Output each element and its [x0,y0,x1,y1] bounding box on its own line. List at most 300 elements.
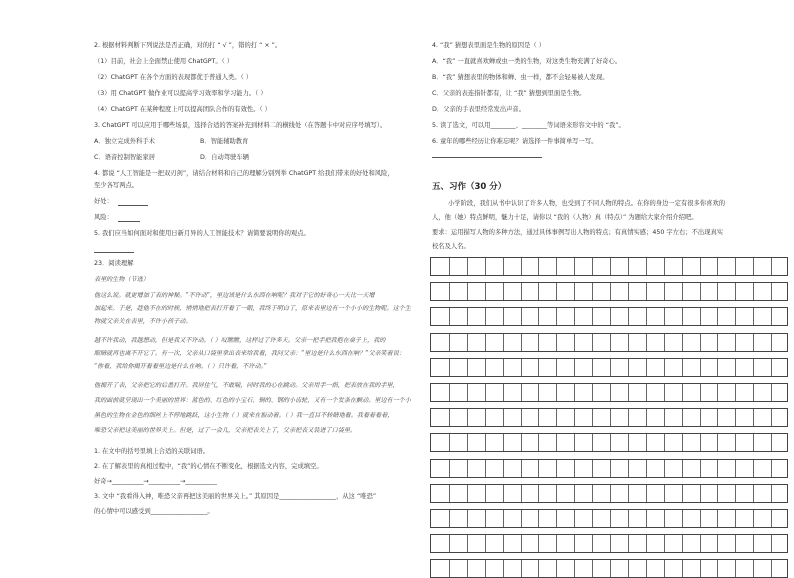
grid-cell-divider [592,409,593,426]
grid-cell-divider [682,384,683,401]
grid-cell-divider [485,258,486,275]
grid-cell-divider [521,258,522,275]
grid-cell-divider [449,384,450,401]
grid-cell-divider [521,560,522,577]
grid-cell-divider [646,460,647,477]
grid-row[interactable] [430,408,788,427]
grid-cell-divider [467,485,468,502]
grid-cell-divider [700,409,701,426]
grid-cell-divider [628,283,629,300]
passage-para-6: “你看，我给你揭开看看里边是什么在响。（ ）只许看，不许动。” [94,363,267,370]
grid-cell-divider [467,434,468,451]
r-q4-option-d: D．父亲的手表里经常发出声音。 [432,106,526,113]
q23-title: 23．阅读理解 [94,260,134,267]
grid-cell-divider [771,283,772,300]
grid-row[interactable] [430,484,788,503]
grid-cell-divider [521,409,522,426]
grid-cell-divider [485,359,486,376]
grid-cell-divider [521,460,522,477]
grid-cell-divider [664,560,665,577]
grid-cell-divider [449,409,450,426]
passage-para-4: 越不许我动，我越想动，但是我又不许动。（ ）叹瞧瞧，这样过了许多天。父亲一把手把我抱在桌子上，我的 [94,337,386,344]
grid-row[interactable] [430,459,788,478]
grid-cell-divider [610,283,611,300]
grid-cell-divider [574,434,575,451]
grid-cell-divider [467,384,468,401]
grid-cell-divider [646,308,647,325]
grid-cell-divider [664,258,665,275]
grid-cell-divider [503,409,504,426]
grid-cell-divider [682,460,683,477]
grid-cell-divider [574,409,575,426]
grid-cell-divider [610,334,611,351]
grid-cell-divider [574,460,575,477]
grid-cell-divider [646,283,647,300]
grid-cell-divider [646,334,647,351]
r-q6-prompt: 6. 童年的哪些经历让你难忘呢？请选择一件事简单写一写。 [432,138,598,145]
grid-cell-divider [485,434,486,451]
grid-cell-divider [592,434,593,451]
passage-para-3: 物就父亲关在表里，不许小孩子动。 [94,318,192,325]
grid-cell-divider [646,434,647,451]
section-five-heading: 五、习作（30 分） [432,182,507,192]
grid-cell-divider [574,334,575,351]
grid-cell-divider [771,460,772,477]
grid-cell-divider [503,460,504,477]
r-q6-answer-line[interactable] [432,157,542,158]
grid-cell-divider [717,460,718,477]
grid-cell-divider [735,510,736,527]
passage-para-9: 黑色的生物在金色的细丝上不停地跳跃，这小生物（ ）就来在振动着。（ ）我一直目不转睛地看。我看着看着， [94,412,394,419]
grid-cell-divider [771,334,772,351]
grid-cell-divider [538,308,539,325]
grid-cell-divider [449,560,450,577]
section-five-line-1: 小学阶段，我们从书中认识了许多人物，也受到了不同人物的特点。在你的身边一定有很多你喜欢的 [448,200,726,207]
grid-cell-divider [592,560,593,577]
grid-cell-divider [753,283,754,300]
section-five-line-3: 要求：运用描写人物的多种方法，通过具体事例写出人物的特点；有真情实感；450 字左右；不出现真实 [432,229,724,236]
grid-cell-divider [485,384,486,401]
grid-cell-divider [521,283,522,300]
grid-cell-divider [610,485,611,502]
grid-cell-divider [700,283,701,300]
grid-cell-divider [503,535,504,552]
grid-cell-divider [735,560,736,577]
r-q4-prompt: 4. “我” 猜想表里面是生物的原因是（ ） [432,42,545,49]
grid-cell-divider [467,359,468,376]
grid-cell-divider [467,535,468,552]
grid-cell-divider [449,258,450,275]
grid-cell-divider [628,560,629,577]
grid-cell-divider [717,334,718,351]
grid-cell-divider [682,283,683,300]
q4-risk-label: 风险： [94,214,113,221]
grid-cell-divider [467,560,468,577]
grid-cell-divider [610,460,611,477]
grid-cell-divider [610,258,611,275]
grid-row[interactable] [430,433,788,452]
grid-cell-divider [538,485,539,502]
grid-cell-divider [771,560,772,577]
grid-cell-divider [753,485,754,502]
grid-cell-divider [735,409,736,426]
grid-cell-divider [700,434,701,451]
r-q5-prompt[interactable]: 5. 读了选文，可以用________、________等词语来形容文中的 “我”。 [432,122,625,129]
grid-cell-divider [753,359,754,376]
grid-row[interactable] [430,383,788,402]
q2-item-4: （4）ChatGPT 在某种程度上可以提高团队合作的有效性。（ ） [94,106,271,113]
grid-cell-divider [521,334,522,351]
passage-para-8: 我的面前就呈现出一个美丽的世界：蓝色的、红色的小宝石、铜的、钢的小齿轮，又有一个发条在颤动。里边有一个小 [94,397,411,404]
grid-cell-divider [592,485,593,502]
q3-option-d: D．自动驾驶车辆 [200,154,249,161]
grid-cell-divider [664,434,665,451]
grid-cell-divider [753,535,754,552]
grid-cell-divider [449,460,450,477]
grid-cell-divider [485,308,486,325]
grid-cell-divider [664,308,665,325]
grid-cell-divider [592,359,593,376]
grid-cell-divider [664,384,665,401]
grid-cell-divider [538,510,539,527]
grid-cell-divider [449,535,450,552]
grid-cell-divider [521,485,522,502]
grid-cell-divider [503,359,504,376]
grid-cell-divider [574,359,575,376]
grid-cell-divider [700,510,701,527]
section-five-line-2: 人，他（她）特点鲜明，魅力十足，请你以 “我的（人物）真（特点）” 为题给大家介绍介绍吧。 [432,214,698,221]
grid-row[interactable] [430,534,788,553]
grid-cell-divider [467,460,468,477]
grid-cell-divider [556,535,557,552]
grid-cell-divider [556,485,557,502]
q2-item-1: （1）目前，社会上全面禁止使用 ChatGPT。（ ） [94,58,234,65]
grid-cell-divider [467,258,468,275]
grid-cell-divider [556,308,557,325]
grid-cell-divider [735,334,736,351]
grid-cell-divider [753,308,754,325]
grid-cell-divider [664,359,665,376]
grid-cell-divider [628,384,629,401]
grid-cell-divider [574,510,575,527]
grid-cell-divider [682,258,683,275]
grid-cell-divider [700,485,701,502]
q4-prompt-line2: 至少各写两点。 [94,182,139,189]
grid-cell-divider [503,283,504,300]
grid-cell-divider [682,308,683,325]
grid-cell-divider [664,485,665,502]
grid-cell-divider [592,384,593,401]
grid-cell-divider [610,308,611,325]
grid-cell-divider [592,460,593,477]
grid-cell-divider [735,283,736,300]
grid-cell-divider [717,485,718,502]
grid-cell-divider [521,535,522,552]
grid-cell-divider [556,334,557,351]
grid-cell-divider [610,535,611,552]
grid-cell-divider [717,560,718,577]
grid-cell-divider [574,308,575,325]
grid-cell-divider [646,384,647,401]
q23-question-3-cont[interactable]: 的心情中可以感受到__________________。 [94,508,214,515]
grid-row[interactable] [430,307,788,326]
grid-cell-divider [503,308,504,325]
q4-risk-answer-line[interactable] [118,221,140,222]
grid-cell-divider [735,535,736,552]
grid-cell-divider [449,510,450,527]
grid-cell-divider [628,334,629,351]
grid-cell-divider [628,460,629,477]
grid-cell-divider [664,334,665,351]
grid-cell-divider [771,409,772,426]
grid-cell-divider [628,308,629,325]
grid-cell-divider [771,258,772,275]
grid-cell-divider [682,560,683,577]
grid-cell-divider [503,258,504,275]
grid-cell-divider [521,384,522,401]
grid-cell-divider [467,283,468,300]
grid-cell-divider [556,460,557,477]
grid-cell-divider [610,359,611,376]
grid-cell-divider [485,535,486,552]
grid-cell-divider [753,409,754,426]
q3-prompt: 3. ChatGPT 可以应用于哪些场景，选择合适的答案补充到材料二的横线处（在答题卡中对应序号填写）。 [94,122,387,129]
grid-cell-divider [574,535,575,552]
r-q4-option-b: B．“我” 猜想表里的物体和蝉、虫一样，都不会轻易被人发现。 [432,74,609,81]
grid-cell-divider [646,409,647,426]
q3-option-c: C．语音控制智能家居 [94,154,156,161]
grid-cell-divider [592,258,593,275]
passage-para-7: 他揭开了表，父亲把它的后盖打开。我屏住气，不敢喘，同时我的心在跳动。父亲用手一指，把表放在我的手里， [94,382,399,389]
grid-cell-divider [646,535,647,552]
q2-item-2: （2）ChatGPT 在各个方面的表现都优于普通人类。（ ） [94,74,253,81]
grid-cell-divider [538,283,539,300]
grid-cell-divider [521,308,522,325]
grid-cell-divider [682,334,683,351]
q5-answer-line[interactable] [94,252,134,253]
r-q4-option-c: C．父亲的表连指针都有，让 “我” 猜想到里面是生物。 [432,90,586,97]
grid-cell-divider [592,283,593,300]
grid-cell-divider [646,510,647,527]
grid-cell-divider [503,560,504,577]
grid-row[interactable] [430,509,788,528]
grid-cell-divider [538,409,539,426]
q3-option-b: B．智能辅助教育 [200,138,249,145]
grid-cell-divider [521,359,522,376]
grid-cell-divider [717,283,718,300]
grid-cell-divider [592,535,593,552]
grid-cell-divider [664,510,665,527]
grid-cell-divider [610,409,611,426]
grid-cell-divider [682,535,683,552]
grid-cell-divider [556,434,557,451]
grid-cell-divider [646,258,647,275]
grid-cell-divider [717,308,718,325]
grid-cell-divider [556,283,557,300]
q23-question-2: 2. 在了解表里的真相过程中，“我”的心情在不断变化，根据选文内容，完成填空。 [94,463,323,470]
grid-row[interactable] [430,358,788,377]
grid-cell-divider [556,258,557,275]
grid-cell-divider [682,485,683,502]
grid-cell-divider [503,334,504,351]
grid-cell-divider [753,434,754,451]
grid-cell-divider [735,258,736,275]
grid-cell-divider [485,460,486,477]
grid-cell-divider [700,258,701,275]
grid-row[interactable] [430,559,788,578]
grid-cell-divider [449,308,450,325]
grid-cell-divider [771,384,772,401]
grid-cell-divider [735,308,736,325]
grid-cell-divider [771,510,772,527]
grid-cell-divider [538,384,539,401]
grid-cell-divider [556,560,557,577]
grid-cell-divider [753,384,754,401]
q23-question-3: 3. 文中 “我看得入神，唯恐父亲再把这美丽的世界关上。” 其原因是__________________，从这 “唯恐” [94,493,377,500]
grid-cell-divider [628,359,629,376]
grid-cell-divider [521,510,522,527]
grid-cell-divider [717,384,718,401]
grid-cell-divider [682,359,683,376]
grid-cell-divider [753,510,754,527]
grid-cell-divider [556,359,557,376]
grid-cell-divider [771,359,772,376]
grid-cell-divider [485,510,486,527]
grid-cell-divider [717,510,718,527]
grid-cell-divider [700,560,701,577]
grid-cell-divider [628,535,629,552]
grid-cell-divider [503,485,504,502]
grid-cell-divider [628,434,629,451]
grid-cell-divider [735,485,736,502]
grid-cell-divider [449,485,450,502]
grid-cell-divider [574,560,575,577]
grid-cell-divider [503,384,504,401]
passage-para-5: 眼睛就再也离不开它了。有一次，父亲从口袋里拿出表来给我看，我问父亲：“里边是什么东西在响？”父亲笑着说： [94,350,405,357]
passage-title: 表里的生物（节选） [94,276,149,283]
grid-cell-divider [574,283,575,300]
grid-cell-divider [682,434,683,451]
grid-cell-divider [538,535,539,552]
grid-cell-divider [503,510,504,527]
grid-cell-divider [700,460,701,477]
grid-cell-divider [646,560,647,577]
grid-cell-divider [610,510,611,527]
grid-cell-divider [700,384,701,401]
grid-cell-divider [628,258,629,275]
grid-cell-divider [682,510,683,527]
grid-cell-divider [610,560,611,577]
grid-cell-divider [449,434,450,451]
q4-benefit-answer-line[interactable] [118,205,148,206]
grid-cell-divider [700,334,701,351]
grid-cell-divider [735,434,736,451]
grid-cell-divider [485,560,486,577]
grid-cell-divider [449,334,450,351]
grid-cell-divider [485,283,486,300]
passage-para-10: 唯恐父亲把这美丽的世界关上。但是，过了一会儿，父亲把表关上了，父亲把表又装进了口袋里。 [94,427,357,434]
grid-cell-divider [771,434,772,451]
grid-cell-divider [503,434,504,451]
passage-para-2: 加起来。于是，趁他不在的时候，悄悄地把表打开看了一眼，我终于明白了，原来表里边有一个小小的生物呢。这个生 [94,305,411,312]
grid-cell-divider [753,334,754,351]
grid-cell-divider [610,434,611,451]
grid-cell-divider [556,510,557,527]
grid-cell-divider [664,283,665,300]
grid-cell-divider [467,308,468,325]
grid-cell-divider [682,409,683,426]
grid-cell-divider [592,308,593,325]
q2-item-3: （3）用 ChatGPT 做作业可以提高学习效率和学习能力。（ ） [94,90,267,97]
section-five-line-4: 校名及人名。 [432,243,470,250]
grid-cell-divider [467,510,468,527]
q5-prompt: 5. 我们应当如何面对和使用日新月异的人工智能技术？请简要说明你的观点。 [94,230,310,237]
grid-cell-divider [664,535,665,552]
grid-cell-divider [485,334,486,351]
grid-row[interactable] [430,333,788,352]
grid-cell-divider [538,258,539,275]
q3-option-a: A．独立完成外科手术 [94,138,155,145]
grid-cell-divider [646,359,647,376]
grid-cell-divider [574,258,575,275]
grid-cell-divider [574,384,575,401]
grid-cell-divider [664,460,665,477]
q4-benefit-label: 好处： [94,198,113,205]
grid-cell-divider [467,409,468,426]
passage-para-1: 他这么说。就更增加了表的神秘。“不许动”，里边该是什么东西在响呢？我对于它的好奇心一天比一天增 [94,292,375,299]
grid-cell-divider [753,460,754,477]
grid-cell-divider [717,258,718,275]
grid-cell-divider [700,535,701,552]
r-q4-option-a: A．“我” 一直就喜欢蝉或虫一类的生物，对这类生物充满了好奇心。 [432,58,622,65]
q4-prompt-line1: 4. 都说 “人工智能是一把双刃剑”，请结合材料和自己的理解分别列举 ChatGPT 给我们带来的好处和风险， [94,170,394,177]
grid-cell-divider [735,460,736,477]
grid-cell-divider [717,535,718,552]
grid-cell-divider [610,384,611,401]
q2-prompt: 2. 根据材料判断下列说法是否正确，对的打 “ √ ”，错的打 “ × ”。 [94,42,282,49]
grid-cell-divider [538,434,539,451]
grid-cell-divider [628,485,629,502]
grid-cell-divider [449,359,450,376]
grid-cell-divider [753,258,754,275]
grid-cell-divider [717,359,718,376]
q23-question-2-blanks[interactable]: 好奇→__________→__________→__________ [94,478,217,485]
grid-cell-divider [700,359,701,376]
grid-cell-divider [592,334,593,351]
grid-cell-divider [717,434,718,451]
grid-cell-divider [700,308,701,325]
grid-cell-divider [771,485,772,502]
grid-cell-divider [771,535,772,552]
grid-cell-divider [646,485,647,502]
grid-cell-divider [717,409,718,426]
grid-row[interactable] [430,282,788,301]
grid-cell-divider [485,485,486,502]
grid-cell-divider [735,384,736,401]
grid-cell-divider [753,560,754,577]
grid-cell-divider [735,359,736,376]
grid-cell-divider [538,560,539,577]
grid-cell-divider [538,460,539,477]
grid-cell-divider [574,485,575,502]
grid-cell-divider [467,334,468,351]
grid-cell-divider [538,359,539,376]
grid-row[interactable] [430,257,788,276]
grid-cell-divider [628,409,629,426]
grid-cell-divider [485,409,486,426]
grid-cell-divider [521,434,522,451]
grid-cell-divider [556,384,557,401]
